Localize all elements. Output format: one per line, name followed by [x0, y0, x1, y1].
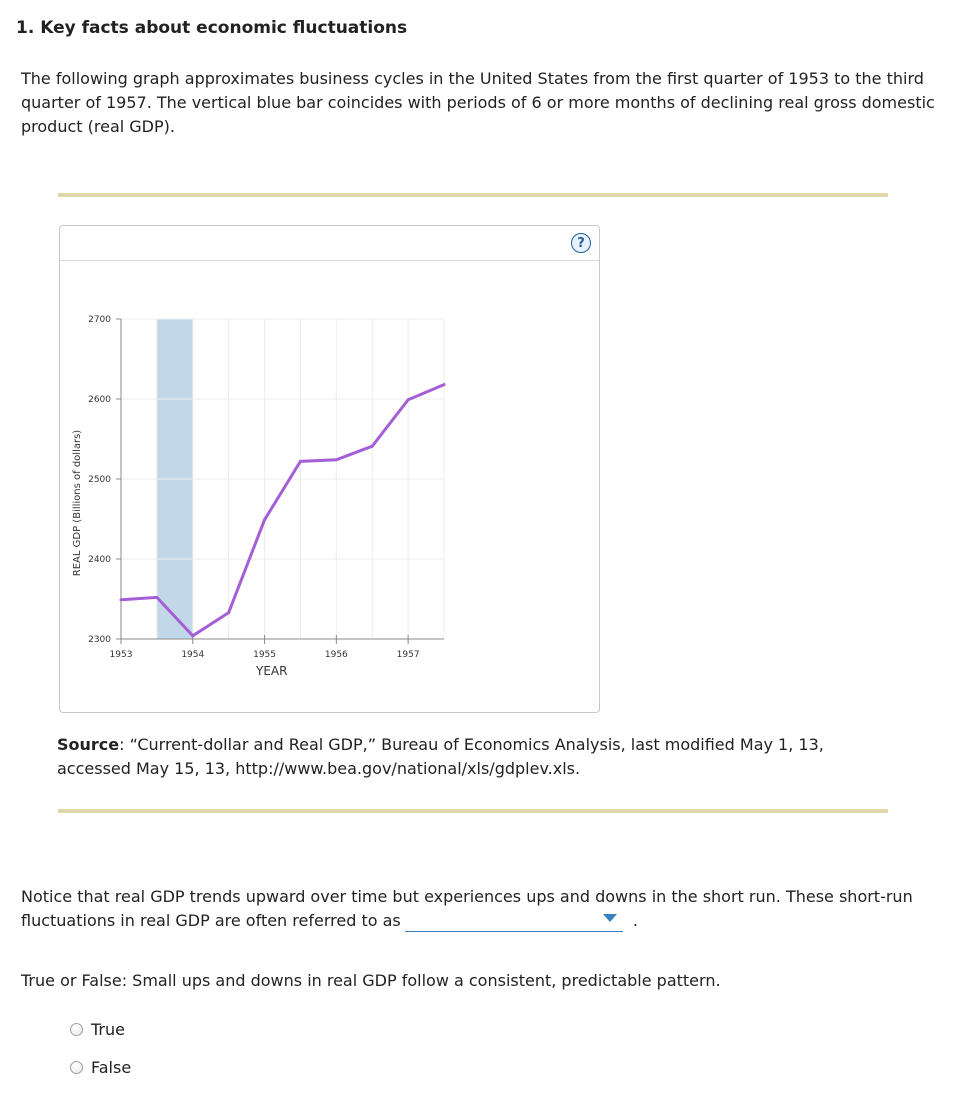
source-citation [57, 733, 887, 781]
chart-panel [59, 225, 600, 713]
y-tick-label-2700: 2700 [88, 315, 111, 325]
notice-text: Notice that real GDP trends upward over time but experiences ups and downs in the short run. These short-run fluctuations in real GDP are often referred to as [21, 887, 913, 930]
line-chart [60, 226, 599, 712]
source-label: Source [57, 735, 120, 754]
option-false-label: False [91, 1058, 132, 1077]
chevron-down-icon [603, 914, 617, 922]
data-point [443, 383, 446, 386]
data-point [155, 596, 158, 599]
notice-question [21, 885, 936, 933]
x-tick-label-1955: 1955 [253, 650, 277, 660]
question-title: 1. Key facts about economic fluctuations [16, 18, 408, 38]
x-tick-label-1957: 1957 [396, 650, 420, 660]
divider-top [58, 193, 888, 197]
y-tick-label-2500: 2500 [88, 475, 111, 485]
data-point [120, 598, 123, 601]
question-intro: The following graph approximates business cycles in the United States from the first quarter of 1953 to the third quarter of 1957. The vertical blue bar coincides with periods of 6 or more months of declining real gross domestic product (real GDP). [21, 69, 935, 136]
data-point [407, 398, 410, 401]
x-tick-label-1956: 1956 [324, 650, 348, 660]
y-tick-label-2400: 2400 [88, 555, 111, 565]
option-true-label: True [91, 1020, 125, 1039]
radio-false[interactable] [70, 1061, 83, 1074]
divider-bottom [58, 809, 888, 813]
data-point [263, 518, 266, 521]
data-point [191, 634, 194, 637]
y-axis-title: REAL GDP (Billions of dollars) [72, 429, 83, 577]
x-tick-label-1953: 1953 [109, 650, 133, 660]
option-false[interactable] [70, 1056, 131, 1080]
data-point [227, 611, 230, 614]
option-true[interactable] [70, 1018, 125, 1042]
true-false-question: True or False: Small ups and downs in real GDP follow a consistent, predictable pattern. [21, 971, 721, 990]
radio-true[interactable] [70, 1023, 83, 1036]
fluctuation-dropdown[interactable] [405, 909, 623, 932]
data-point [335, 458, 338, 461]
notice-end: . [632, 911, 638, 930]
x-tick-label-1954: 1954 [181, 650, 205, 660]
y-tick-label-2300: 2300 [88, 635, 111, 645]
x-axis-title: YEAR [255, 664, 288, 678]
help-icon[interactable]: ? [571, 233, 591, 253]
y-tick-label-2600: 2600 [88, 395, 111, 405]
data-point [371, 445, 374, 448]
data-point [299, 460, 302, 463]
source-text: : “Current-dollar and Real GDP,” Bureau of Economics Analysis, last modified May 1, 13, accessed May 15, 13, http://www.bea.gov/national/xls/gdplev.xls. [57, 735, 824, 778]
